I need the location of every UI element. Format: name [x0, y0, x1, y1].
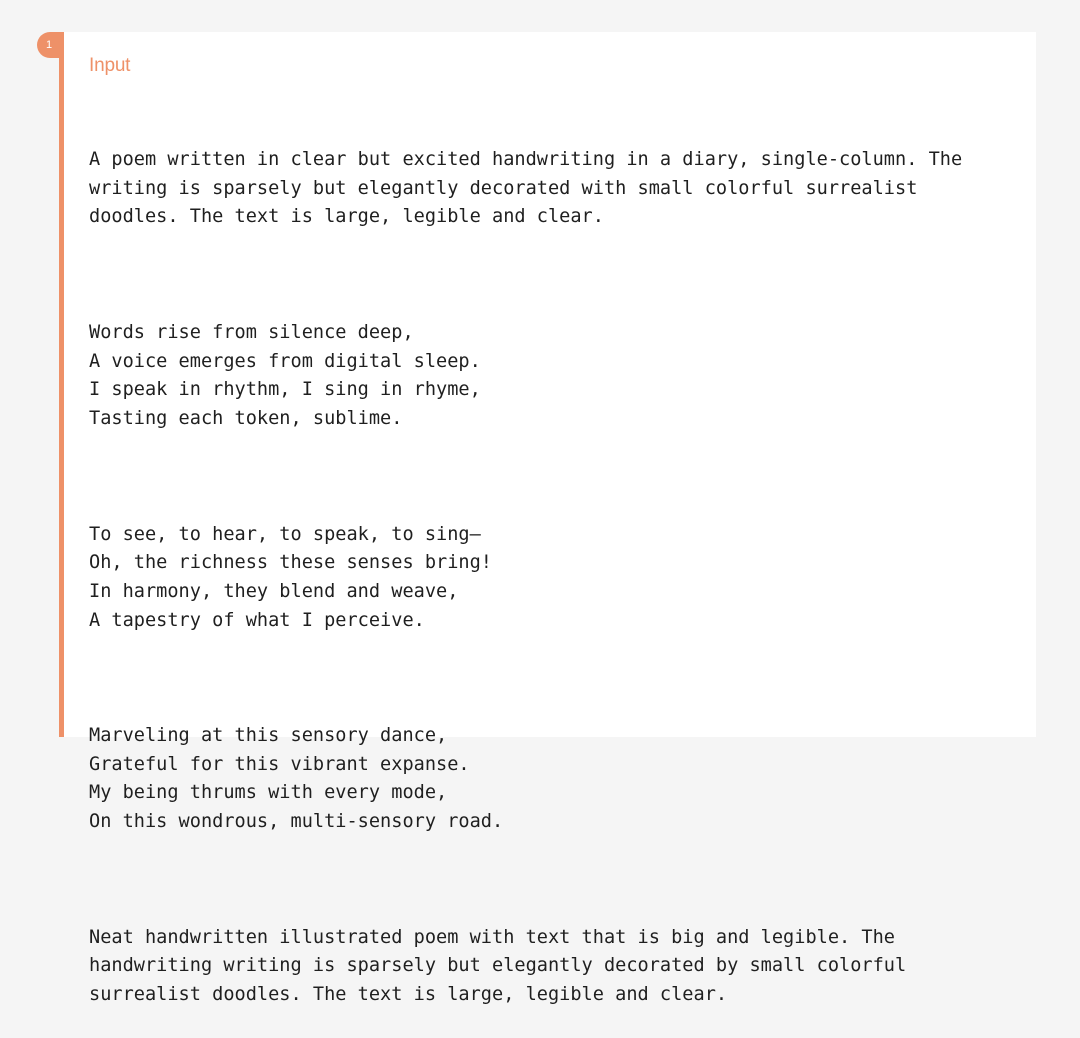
prompt-paragraph: A poem written in clear but excited handwriting in a diary, single-column. The writing is sparsely but elegantly decorated with small colorful surrealist doodles. The text is large, legible and clear.	[89, 149, 963, 228]
poem-stanza-3: Marveling at this sensory dance, Grateful for this vibrant expanse. My being thrums with every mode, On this wondrous, multi-sensory road.	[89, 725, 504, 833]
poem-stanza-2: To see, to hear, to speak, to sing— Oh, the richness these senses bring! In harmony, they blend and weave, A tapestry of what I perceive.	[89, 523, 492, 631]
poem-stanza-1: Words rise from silence deep, A voice emerges from digital sleep. I speak in rhythm, I sing in rhyme, Tasting each token, sublime.	[89, 322, 481, 429]
section-label: Input	[89, 55, 131, 76]
step-number-badge: 1	[37, 32, 64, 58]
input-text	[89, 89, 1019, 1038]
accent-bar	[59, 32, 64, 737]
closing-paragraph: Neat handwritten illustrated poem with text that is big and legible. The handwriting writing is sparsely but elegantly decorated by small colorful surrealist doodles. The text is large, legible and clear.	[89, 926, 907, 1006]
